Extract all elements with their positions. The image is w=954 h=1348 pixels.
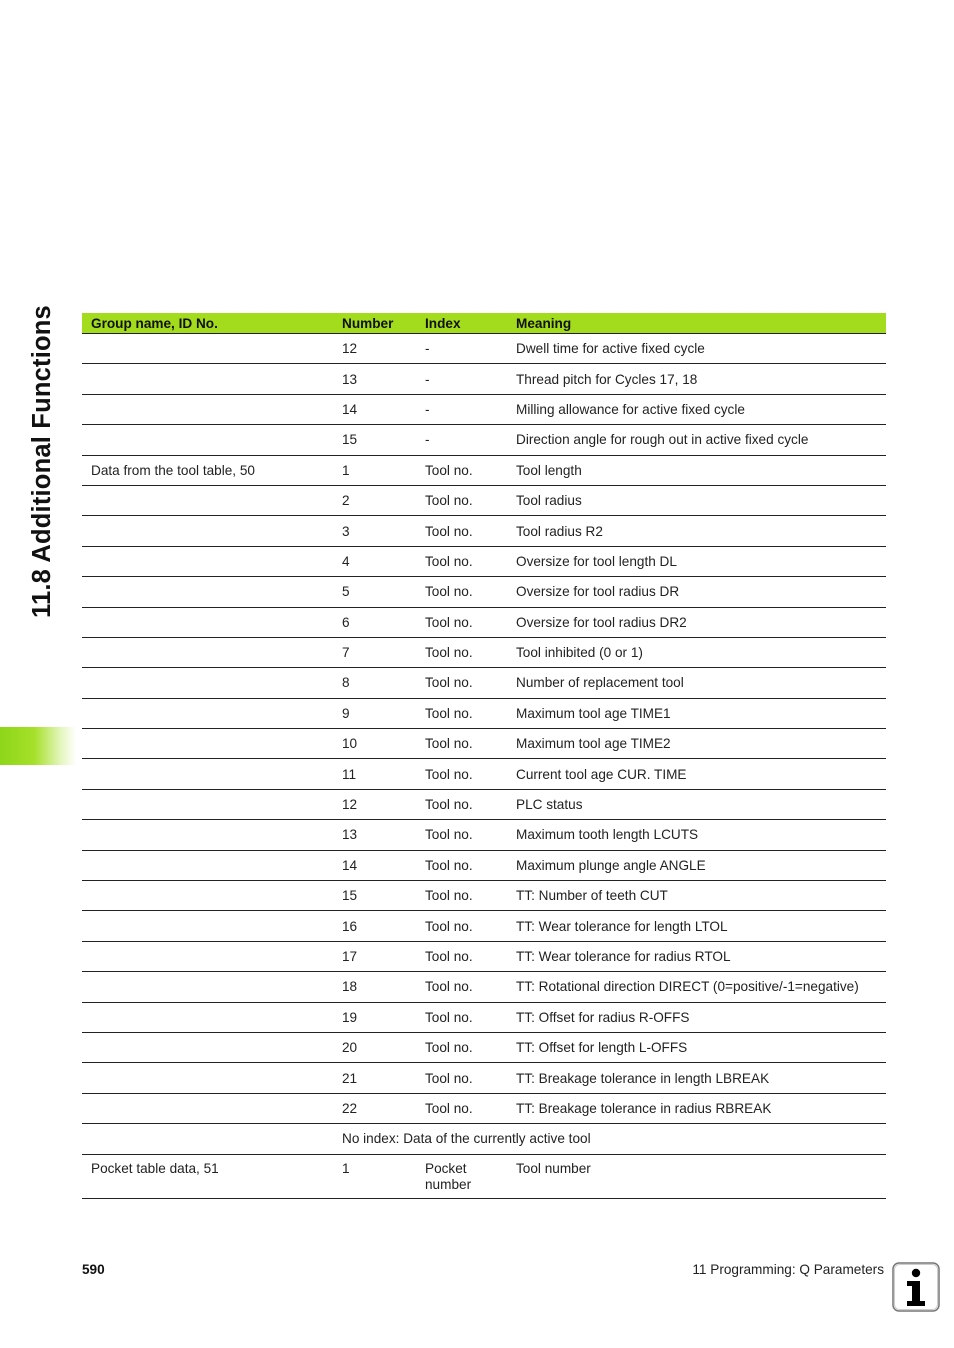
cell-group [82,698,333,728]
cell-meaning: Oversize for tool radius DR2 [507,607,886,637]
cell-meaning: TT: Number of teeth CUT [507,881,886,911]
cell-group [82,941,333,971]
table-row [82,394,886,424]
cell-number: 2 [333,485,416,515]
header-index: Index [416,313,507,334]
cell-number: 1 [333,1154,416,1198]
table-row [82,485,886,515]
cell-number: 8 [333,668,416,698]
cell-index: Tool no. [416,607,507,637]
side-chapter-title [19,305,65,618]
cell-index: Tool no. [416,698,507,728]
table-row [82,1002,886,1032]
cell-number: 12 [333,789,416,819]
cell-number: 22 [333,1093,416,1123]
cell-index: Tool no. [416,911,507,941]
cell-group [82,729,333,759]
cell-number: 4 [333,546,416,576]
cell-meaning: Oversize for tool radius DR [507,577,886,607]
cell-group [82,1002,333,1032]
cell-group [82,820,333,850]
cell-number: 21 [333,1063,416,1093]
cell-index: Tool no. [416,850,507,880]
cell-number: 13 [333,364,416,394]
header-number: Number [333,313,416,334]
table-row [82,1063,886,1093]
table-row [82,1093,886,1123]
cell-number: 11 [333,759,416,789]
cell-index: Tool no. [416,881,507,911]
note-text: No index: Data of the currently active tool [333,1124,886,1154]
cell-meaning: PLC status [507,789,886,819]
q-parameter-table [82,313,886,1199]
cell-index: Tool no. [416,789,507,819]
cell-index: Tool no. [416,1063,507,1093]
cell-meaning: Current tool age CUR. TIME [507,759,886,789]
cell-number: 14 [333,850,416,880]
chapter-label: 11 Programming: Q Parameters [692,1262,884,1277]
table-row [82,729,886,759]
cell-group [82,607,333,637]
cell-meaning: Tool inhibited (0 or 1) [507,637,886,667]
cell-number: 1 [333,455,416,485]
cell-index: Tool no. [416,577,507,607]
cell-meaning: Tool number [507,1154,886,1198]
cell-group [82,546,333,576]
cell-meaning: TT: Rotational direction DIRECT (0=positive/-1=negative) [507,972,886,1002]
cell-meaning: TT: Offset for length L-OFFS [507,1032,886,1062]
table-row-pocket [82,1154,886,1198]
cell-meaning: Thread pitch for Cycles 17, 18 [507,364,886,394]
cell-index: Tool no. [416,820,507,850]
cell-number: 10 [333,729,416,759]
cell-index: Tool no. [416,729,507,759]
cell-index: Tool no. [416,455,507,485]
cell-meaning: Milling allowance for active fixed cycle [507,394,886,424]
cell-index: Tool no. [416,1002,507,1032]
table-row [82,364,886,394]
info-icon [892,1262,940,1312]
cell-number: 18 [333,972,416,1002]
cell-meaning: Dwell time for active fixed cycle [507,334,886,364]
table-row [82,881,886,911]
cell-group [82,668,333,698]
cell-index: Tool no. [416,759,507,789]
cell-number: 14 [333,394,416,424]
cell-number: 9 [333,698,416,728]
cell-group [82,425,333,455]
cell-number: 6 [333,607,416,637]
table-row [82,425,886,455]
cell-group [82,911,333,941]
cell-index: - [416,425,507,455]
cell-group [82,1063,333,1093]
cell-index: Tool no. [416,546,507,576]
table-row [82,516,886,546]
cell-meaning: Maximum tool age TIME1 [507,698,886,728]
cell-number: 19 [333,1002,416,1032]
table-row [82,455,886,485]
cell-index: Tool no. [416,972,507,1002]
cell-meaning: TT: Wear tolerance for radius RTOL [507,941,886,971]
cell-number: 12 [333,334,416,364]
cell-meaning: Number of replacement tool [507,668,886,698]
cell-meaning: TT: Offset for radius R-OFFS [507,1002,886,1032]
cell-index: Tool no. [416,1093,507,1123]
cell-group [82,577,333,607]
table-body [82,334,886,1199]
cell-group [82,972,333,1002]
cell-group [82,516,333,546]
cell-meaning: Direction angle for rough out in active fixed cycle [507,425,886,455]
cell-group [82,1032,333,1062]
cell-number: 7 [333,637,416,667]
cell-meaning: Maximum plunge angle ANGLE [507,850,886,880]
cell-group [82,1093,333,1123]
note-row-group [82,1124,333,1154]
cell-index: - [416,394,507,424]
cell-group [82,637,333,667]
side-chapter-title-text: 11.8 Additional Functions [28,305,56,618]
cell-meaning: TT: Wear tolerance for length LTOL [507,911,886,941]
page-number: 590 [82,1262,105,1277]
header-group: Group name, ID No. [82,313,333,334]
cell-group [82,789,333,819]
cell-meaning: Tool length [507,455,886,485]
cell-index: Tool no. [416,485,507,515]
cell-index: Tool no. [416,941,507,971]
table-row [82,820,886,850]
cell-group [82,850,333,880]
table-row [82,577,886,607]
cell-index: Tool no. [416,516,507,546]
table-row [82,911,886,941]
table-row [82,941,886,971]
table-row [82,637,886,667]
cell-group [82,394,333,424]
note-row [82,1124,886,1154]
cell-number: 15 [333,425,416,455]
cell-group [82,485,333,515]
table-row [82,607,886,637]
table-row [82,1032,886,1062]
cell-group: Pocket table data, 51 [82,1154,333,1198]
cell-meaning: Maximum tool age TIME2 [507,729,886,759]
cell-meaning: TT: Breakage tolerance in length LBREAK [507,1063,886,1093]
cell-group [82,759,333,789]
cell-group [82,364,333,394]
table-row [82,546,886,576]
cell-number: 20 [333,1032,416,1062]
cell-meaning: Maximum tooth length LCUTS [507,820,886,850]
cell-index: Tool no. [416,1032,507,1062]
cell-meaning: Tool radius [507,485,886,515]
table-header-row [82,313,886,334]
cell-index: Tool no. [416,637,507,667]
table-row [82,698,886,728]
header-meaning: Meaning [507,313,886,334]
cell-number: 3 [333,516,416,546]
cell-group [82,881,333,911]
cell-index: - [416,334,507,364]
cell-number: 15 [333,881,416,911]
cell-number: 16 [333,911,416,941]
table-row [82,972,886,1002]
table-row [82,789,886,819]
chapter-thumb-tab [0,727,76,765]
cell-meaning: Oversize for tool length DL [507,546,886,576]
table-row [82,759,886,789]
cell-index: Pocket number [416,1154,507,1198]
cell-index: - [416,364,507,394]
cell-group [82,334,333,364]
table-row [82,334,886,364]
table-row [82,668,886,698]
cell-number: 5 [333,577,416,607]
cell-meaning: TT: Breakage tolerance in radius RBREAK [507,1093,886,1123]
cell-number: 17 [333,941,416,971]
table-row [82,850,886,880]
cell-number: 13 [333,820,416,850]
cell-meaning: Tool radius R2 [507,516,886,546]
cell-index: Tool no. [416,668,507,698]
cell-group: Data from the tool table, 50 [82,455,333,485]
